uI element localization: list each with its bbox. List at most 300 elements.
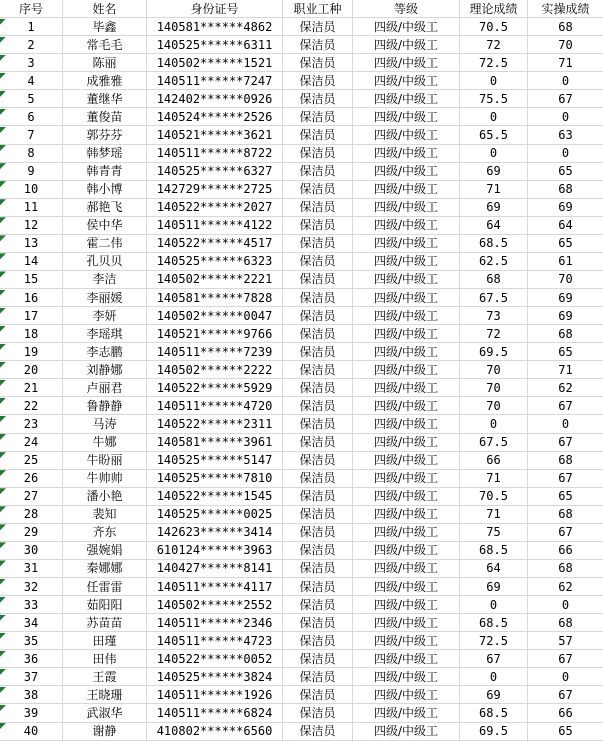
- cell-level[interactable]: 四级/中级工: [353, 253, 460, 271]
- cell-id-number[interactable]: 142729******2725: [147, 181, 283, 199]
- cell-occupation[interactable]: 保洁员: [283, 379, 353, 397]
- cell-theory-score[interactable]: 71: [460, 181, 528, 199]
- cell-level[interactable]: 四级/中级工: [353, 72, 460, 90]
- cell-id-number[interactable]: 140502******2552: [147, 596, 283, 614]
- header-serial-number[interactable]: 序号: [0, 0, 63, 18]
- cell-theory-score[interactable]: 67.5: [460, 434, 528, 452]
- cell-occupation[interactable]: 保洁员: [283, 72, 353, 90]
- cell-occupation[interactable]: 保洁员: [283, 578, 353, 596]
- cell-occupation[interactable]: 保洁员: [283, 596, 353, 614]
- cell-level[interactable]: 四级/中级工: [353, 289, 460, 307]
- cell-level[interactable]: 四级/中级工: [353, 307, 460, 325]
- cell-occupation[interactable]: 保洁员: [283, 560, 353, 578]
- header-level[interactable]: 等级: [353, 0, 460, 18]
- cell-practical-score[interactable]: 71: [528, 361, 603, 379]
- cell-occupation[interactable]: 保洁员: [283, 307, 353, 325]
- cell-level[interactable]: 四级/中级工: [353, 452, 460, 470]
- cell-theory-score[interactable]: 75.5: [460, 90, 528, 108]
- cell-theory-score[interactable]: 0: [460, 596, 528, 614]
- cell-level[interactable]: 四级/中级工: [353, 343, 460, 361]
- cell-theory-score[interactable]: 67.5: [460, 289, 528, 307]
- cell-practical-score[interactable]: 61: [528, 253, 603, 271]
- header-name[interactable]: 姓名: [63, 0, 147, 18]
- cell-occupation[interactable]: 保洁员: [283, 325, 353, 343]
- cell-serial-number[interactable]: 7: [0, 126, 63, 144]
- cell-level[interactable]: 四级/中级工: [353, 54, 460, 72]
- cell-id-number[interactable]: 140525******3824: [147, 668, 283, 686]
- cell-serial-number[interactable]: 23: [0, 415, 63, 433]
- cell-occupation[interactable]: 保洁员: [283, 524, 353, 542]
- cell-serial-number[interactable]: 8: [0, 145, 63, 163]
- cell-serial-number[interactable]: 18: [0, 325, 63, 343]
- table-row: [0, 90, 603, 108]
- cell-practical-score[interactable]: 68: [528, 560, 603, 578]
- cell-occupation[interactable]: 保洁员: [283, 704, 353, 722]
- cell-serial-number[interactable]: 40: [0, 723, 63, 741]
- cell-name[interactable]: 牛娜: [63, 434, 147, 452]
- cell-id-number[interactable]: 142402******0926: [147, 90, 283, 108]
- cell-id-number[interactable]: 140525******7810: [147, 470, 283, 488]
- cell-practical-score[interactable]: 68: [528, 614, 603, 632]
- cell-level[interactable]: 四级/中级工: [353, 578, 460, 596]
- cell-practical-score[interactable]: 71: [528, 54, 603, 72]
- cell-serial-number[interactable]: 15: [0, 271, 63, 289]
- cell-name[interactable]: 牛盼丽: [63, 452, 147, 470]
- cell-id-number[interactable]: 140524******2526: [147, 108, 283, 126]
- cell-id-number[interactable]: 140522******1545: [147, 488, 283, 506]
- cell-id-number[interactable]: 140522******5929: [147, 379, 283, 397]
- cell-theory-score[interactable]: 69: [460, 578, 528, 596]
- cell-name[interactable]: 王晓珊: [63, 686, 147, 704]
- cell-id-number[interactable]: 140511******7247: [147, 72, 283, 90]
- cell-theory-score[interactable]: 70: [460, 379, 528, 397]
- cell-id-number[interactable]: 140511******4117: [147, 578, 283, 596]
- cell-id-number[interactable]: 140581******3961: [147, 434, 283, 452]
- cell-theory-score[interactable]: 66: [460, 452, 528, 470]
- cell-practical-score[interactable]: 67: [528, 650, 603, 668]
- cell-occupation[interactable]: 保洁员: [283, 343, 353, 361]
- cell-id-number[interactable]: 140581******7828: [147, 289, 283, 307]
- cell-theory-score[interactable]: 72: [460, 36, 528, 54]
- cell-practical-score[interactable]: 67: [528, 434, 603, 452]
- header-id-number[interactable]: 身份证号: [147, 0, 283, 18]
- cell-theory-score[interactable]: 68.5: [460, 704, 528, 722]
- cell-theory-score[interactable]: 71: [460, 470, 528, 488]
- cell-id-number[interactable]: 140522******2311: [147, 415, 283, 433]
- cell-name[interactable]: 韩梦瑶: [63, 145, 147, 163]
- cell-serial-number[interactable]: 6: [0, 108, 63, 126]
- cell-level[interactable]: 四级/中级工: [353, 397, 460, 415]
- cell-theory-score[interactable]: 68.5: [460, 614, 528, 632]
- cell-id-number[interactable]: 140581******4862: [147, 18, 283, 36]
- cell-name[interactable]: 牛帅帅: [63, 470, 147, 488]
- cell-level[interactable]: 四级/中级工: [353, 506, 460, 524]
- cell-practical-score[interactable]: 65: [528, 723, 603, 741]
- cell-name[interactable]: 刘静娜: [63, 361, 147, 379]
- cell-serial-number[interactable]: 38: [0, 686, 63, 704]
- cell-practical-score[interactable]: 68: [528, 18, 603, 36]
- cell-theory-score[interactable]: 67: [460, 650, 528, 668]
- cell-practical-score[interactable]: 70: [528, 36, 603, 54]
- cell-id-number[interactable]: 140522******0052: [147, 650, 283, 668]
- cell-name[interactable]: 郝艳飞: [63, 199, 147, 217]
- cell-theory-score[interactable]: 69.5: [460, 343, 528, 361]
- cell-practical-score[interactable]: 67: [528, 524, 603, 542]
- cell-practical-score[interactable]: 57: [528, 632, 603, 650]
- cell-occupation[interactable]: 保洁员: [283, 145, 353, 163]
- cell-practical-score[interactable]: 0: [528, 108, 603, 126]
- cell-theory-score[interactable]: 68: [460, 271, 528, 289]
- cell-occupation[interactable]: 保洁员: [283, 54, 353, 72]
- cell-occupation[interactable]: 保洁员: [283, 434, 353, 452]
- header-practical-score[interactable]: 实操成绩: [528, 0, 603, 18]
- cell-theory-score[interactable]: 73: [460, 307, 528, 325]
- cell-level[interactable]: 四级/中级工: [353, 614, 460, 632]
- cell-occupation[interactable]: 保洁员: [283, 415, 353, 433]
- cell-serial-number[interactable]: 4: [0, 72, 63, 90]
- cell-level[interactable]: 四级/中级工: [353, 126, 460, 144]
- cell-practical-score[interactable]: 67: [528, 686, 603, 704]
- cell-name[interactable]: 韩小博: [63, 181, 147, 199]
- cell-level[interactable]: 四级/中级工: [353, 90, 460, 108]
- cell-id-number[interactable]: 140525******6327: [147, 163, 283, 181]
- cell-name[interactable]: 马涛: [63, 415, 147, 433]
- cell-theory-score[interactable]: 65.5: [460, 126, 528, 144]
- cell-id-number[interactable]: 140502******2221: [147, 271, 283, 289]
- cell-serial-number[interactable]: 2: [0, 36, 63, 54]
- cell-name[interactable]: 田伟: [63, 650, 147, 668]
- cell-theory-score[interactable]: 0: [460, 415, 528, 433]
- cell-serial-number[interactable]: 24: [0, 434, 63, 452]
- cell-level[interactable]: 四级/中级工: [353, 686, 460, 704]
- cell-level[interactable]: 四级/中级工: [353, 542, 460, 560]
- cell-serial-number[interactable]: 26: [0, 470, 63, 488]
- cell-id-number[interactable]: 140521******9766: [147, 325, 283, 343]
- cell-practical-score[interactable]: 66: [528, 704, 603, 722]
- cell-theory-score[interactable]: 69: [460, 199, 528, 217]
- cell-serial-number[interactable]: 32: [0, 578, 63, 596]
- cell-id-number[interactable]: 140511******4122: [147, 217, 283, 235]
- cell-theory-score[interactable]: 69.5: [460, 723, 528, 741]
- cell-serial-number[interactable]: 16: [0, 289, 63, 307]
- table-row: [0, 199, 603, 217]
- cell-theory-score[interactable]: 71: [460, 506, 528, 524]
- cell-practical-score[interactable]: 67: [528, 470, 603, 488]
- cell-name[interactable]: 李妍: [63, 307, 147, 325]
- cell-name[interactable]: 郭芬芬: [63, 126, 147, 144]
- cell-theory-score[interactable]: 72: [460, 325, 528, 343]
- cell-practical-score[interactable]: 0: [528, 72, 603, 90]
- cell-occupation[interactable]: 保洁员: [283, 506, 353, 524]
- cell-name[interactable]: 毕鑫: [63, 18, 147, 36]
- cell-level[interactable]: 四级/中级工: [353, 560, 460, 578]
- cell-serial-number[interactable]: 22: [0, 397, 63, 415]
- cell-serial-number[interactable]: 20: [0, 361, 63, 379]
- cell-practical-score[interactable]: 65: [528, 235, 603, 253]
- cell-name[interactable]: 成雅雅: [63, 72, 147, 90]
- cell-occupation[interactable]: 保洁员: [283, 108, 353, 126]
- cell-id-number[interactable]: 140427******8141: [147, 560, 283, 578]
- cell-id-number[interactable]: 140511******7239: [147, 343, 283, 361]
- cell-id-number[interactable]: 140511******4723: [147, 632, 283, 650]
- cell-name[interactable]: 强婉娟: [63, 542, 147, 560]
- cell-level[interactable]: 四级/中级工: [353, 379, 460, 397]
- cell-theory-score[interactable]: 64: [460, 217, 528, 235]
- cell-name[interactable]: 潘小艳: [63, 488, 147, 506]
- cell-serial-number[interactable]: 36: [0, 650, 63, 668]
- cell-id-number[interactable]: 140511******4720: [147, 397, 283, 415]
- cell-practical-score[interactable]: 62: [528, 379, 603, 397]
- cell-theory-score[interactable]: 62.5: [460, 253, 528, 271]
- cell-level[interactable]: 四级/中级工: [353, 415, 460, 433]
- cell-name[interactable]: 孔贝贝: [63, 253, 147, 271]
- cell-serial-number[interactable]: 3: [0, 54, 63, 72]
- cell-practical-score[interactable]: 64: [528, 217, 603, 235]
- cell-name[interactable]: 任雷雷: [63, 578, 147, 596]
- cell-practical-score[interactable]: 0: [528, 668, 603, 686]
- cell-serial-number[interactable]: 17: [0, 307, 63, 325]
- cell-id-number[interactable]: 140525******0025: [147, 506, 283, 524]
- cell-id-number[interactable]: 140511******6824: [147, 704, 283, 722]
- cell-serial-number[interactable]: 21: [0, 379, 63, 397]
- cell-level[interactable]: 四级/中级工: [353, 524, 460, 542]
- cell-theory-score[interactable]: 68.5: [460, 542, 528, 560]
- cell-practical-score[interactable]: 67: [528, 90, 603, 108]
- cell-theory-score[interactable]: 0: [460, 72, 528, 90]
- cell-name[interactable]: 秦娜娜: [63, 560, 147, 578]
- cell-practical-score[interactable]: 0: [528, 415, 603, 433]
- cell-theory-score[interactable]: 64: [460, 560, 528, 578]
- cell-serial-number[interactable]: 30: [0, 542, 63, 560]
- cell-theory-score[interactable]: 70: [460, 361, 528, 379]
- cell-theory-score[interactable]: 70.5: [460, 488, 528, 506]
- cell-occupation[interactable]: 保洁员: [283, 126, 353, 144]
- cell-level[interactable]: 四级/中级工: [353, 36, 460, 54]
- cell-id-number[interactable]: 140502******1521: [147, 54, 283, 72]
- cell-name[interactable]: 裴知: [63, 506, 147, 524]
- cell-level[interactable]: 四级/中级工: [353, 181, 460, 199]
- cell-level[interactable]: 四级/中级工: [353, 723, 460, 741]
- cell-occupation[interactable]: 保洁员: [283, 632, 353, 650]
- table-row: [0, 289, 603, 307]
- table-row: [0, 596, 603, 614]
- cell-occupation[interactable]: 保洁员: [283, 397, 353, 415]
- cell-id-number[interactable]: 410802******6560: [147, 723, 283, 741]
- cell-practical-score[interactable]: 0: [528, 596, 603, 614]
- cell-name[interactable]: 鲁静静: [63, 397, 147, 415]
- table-row: [0, 668, 603, 686]
- cell-name[interactable]: 苏苗苗: [63, 614, 147, 632]
- cell-practical-score[interactable]: 69: [528, 199, 603, 217]
- cell-serial-number[interactable]: 5: [0, 90, 63, 108]
- cell-id-number[interactable]: 140522******4517: [147, 235, 283, 253]
- cell-id-number[interactable]: 610124******3963: [147, 542, 283, 560]
- cell-level[interactable]: 四级/中级工: [353, 325, 460, 343]
- cell-level[interactable]: 四级/中级工: [353, 163, 460, 181]
- cell-occupation[interactable]: 保洁员: [283, 668, 353, 686]
- cell-theory-score[interactable]: 75: [460, 524, 528, 542]
- cell-level[interactable]: 四级/中级工: [353, 650, 460, 668]
- cell-level[interactable]: 四级/中级工: [353, 108, 460, 126]
- cell-name[interactable]: 董继华: [63, 90, 147, 108]
- cell-name[interactable]: 卢丽君: [63, 379, 147, 397]
- cell-serial-number[interactable]: 33: [0, 596, 63, 614]
- cell-name[interactable]: 李洁: [63, 271, 147, 289]
- cell-practical-score[interactable]: 66: [528, 542, 603, 560]
- cell-serial-number[interactable]: 34: [0, 614, 63, 632]
- cell-serial-number[interactable]: 12: [0, 217, 63, 235]
- cell-practical-score[interactable]: 68: [528, 452, 603, 470]
- cell-serial-number[interactable]: 31: [0, 560, 63, 578]
- cell-level[interactable]: 四级/中级工: [353, 668, 460, 686]
- table-row: [0, 307, 603, 325]
- cell-name[interactable]: 李志鹏: [63, 343, 147, 361]
- cell-serial-number[interactable]: 25: [0, 452, 63, 470]
- cell-level[interactable]: 四级/中级工: [353, 18, 460, 36]
- cell-practical-score[interactable]: 63: [528, 126, 603, 144]
- cell-name[interactable]: 陈丽: [63, 54, 147, 72]
- cell-level[interactable]: 四级/中级工: [353, 632, 460, 650]
- cell-occupation[interactable]: 保洁员: [283, 452, 353, 470]
- cell-level[interactable]: 四级/中级工: [353, 199, 460, 217]
- cell-practical-score[interactable]: 68: [528, 181, 603, 199]
- cell-id-number[interactable]: 140525******6311: [147, 36, 283, 54]
- error-indicator-icon: [0, 452, 6, 458]
- cell-level[interactable]: 四级/中级工: [353, 145, 460, 163]
- cell-id-number[interactable]: 142623******3414: [147, 524, 283, 542]
- cell-serial-number[interactable]: 9: [0, 163, 63, 181]
- cell-occupation[interactable]: 保洁员: [283, 199, 353, 217]
- cell-level[interactable]: 四级/中级工: [353, 361, 460, 379]
- cell-name[interactable]: 韩青青: [63, 163, 147, 181]
- cell-serial-number[interactable]: 28: [0, 506, 63, 524]
- error-indicator-icon: [0, 380, 6, 386]
- cell-name[interactable]: 田瑾: [63, 632, 147, 650]
- cell-id-number[interactable]: 140521******3621: [147, 126, 283, 144]
- cell-occupation[interactable]: 保洁员: [283, 90, 353, 108]
- cell-level[interactable]: 四级/中级工: [353, 488, 460, 506]
- cell-occupation[interactable]: 保洁员: [283, 181, 353, 199]
- cell-occupation[interactable]: 保洁员: [283, 163, 353, 181]
- cell-practical-score[interactable]: 0: [528, 145, 603, 163]
- cell-level[interactable]: 四级/中级工: [353, 217, 460, 235]
- cell-theory-score[interactable]: 0: [460, 668, 528, 686]
- table-row: [0, 217, 603, 235]
- cell-occupation[interactable]: 保洁员: [283, 18, 353, 36]
- cell-occupation[interactable]: 保洁员: [283, 36, 353, 54]
- cell-level[interactable]: 四级/中级工: [353, 235, 460, 253]
- cell-id-number[interactable]: 140502******0047: [147, 307, 283, 325]
- cell-serial-number[interactable]: 35: [0, 632, 63, 650]
- cell-level[interactable]: 四级/中级工: [353, 470, 460, 488]
- cell-practical-score[interactable]: 65: [528, 488, 603, 506]
- cell-name[interactable]: 谢静: [63, 723, 147, 741]
- cell-theory-score[interactable]: 68.5: [460, 235, 528, 253]
- header-occupation[interactable]: 职业工种: [283, 0, 353, 18]
- cell-practical-score[interactable]: 67: [528, 397, 603, 415]
- cell-serial-number[interactable]: 39: [0, 704, 63, 722]
- cell-name[interactable]: 茹阳阳: [63, 596, 147, 614]
- cell-serial-number[interactable]: 10: [0, 181, 63, 199]
- cell-occupation[interactable]: 保洁员: [283, 686, 353, 704]
- cell-practical-score[interactable]: 69: [528, 289, 603, 307]
- cell-id-number[interactable]: 140525******6323: [147, 253, 283, 271]
- cell-serial-number[interactable]: 11: [0, 199, 63, 217]
- cell-level[interactable]: 四级/中级工: [353, 704, 460, 722]
- cell-practical-score[interactable]: 62: [528, 578, 603, 596]
- cell-name[interactable]: 侯中华: [63, 217, 147, 235]
- table-row: [0, 126, 603, 144]
- cell-theory-score[interactable]: 69: [460, 163, 528, 181]
- cell-occupation[interactable]: 保洁员: [283, 542, 353, 560]
- cell-name[interactable]: 董俊苗: [63, 108, 147, 126]
- error-indicator-icon: [0, 579, 6, 585]
- cell-serial-number[interactable]: 1: [0, 18, 63, 36]
- table-row: [0, 488, 603, 506]
- cell-level[interactable]: 四级/中级工: [353, 596, 460, 614]
- cell-occupation[interactable]: 保洁员: [283, 253, 353, 271]
- cell-practical-score[interactable]: 68: [528, 506, 603, 524]
- cell-practical-score[interactable]: 70: [528, 271, 603, 289]
- cell-id-number[interactable]: 140522******2027: [147, 199, 283, 217]
- cell-theory-score[interactable]: 72.5: [460, 54, 528, 72]
- cell-theory-score[interactable]: 0: [460, 108, 528, 126]
- cell-occupation[interactable]: 保洁员: [283, 271, 353, 289]
- cell-occupation[interactable]: 保洁员: [283, 235, 353, 253]
- cell-practical-score[interactable]: 65: [528, 163, 603, 181]
- error-indicator-icon: [0, 55, 6, 61]
- cell-serial-number[interactable]: 13: [0, 235, 63, 253]
- cell-occupation[interactable]: 保洁员: [283, 217, 353, 235]
- cell-name[interactable]: 李瑶琪: [63, 325, 147, 343]
- cell-practical-score[interactable]: 69: [528, 307, 603, 325]
- cell-serial-number[interactable]: 29: [0, 524, 63, 542]
- cell-occupation[interactable]: 保洁员: [283, 650, 353, 668]
- cell-name[interactable]: 王霞: [63, 668, 147, 686]
- cell-occupation[interactable]: 保洁员: [283, 488, 353, 506]
- cell-level[interactable]: 四级/中级工: [353, 434, 460, 452]
- cell-name[interactable]: 李丽媛: [63, 289, 147, 307]
- cell-serial-number[interactable]: 37: [0, 668, 63, 686]
- cell-name[interactable]: 齐东: [63, 524, 147, 542]
- cell-level[interactable]: 四级/中级工: [353, 271, 460, 289]
- cell-practical-score[interactable]: 65: [528, 343, 603, 361]
- cell-id-number[interactable]: 140502******2222: [147, 361, 283, 379]
- cell-practical-score[interactable]: 68: [528, 325, 603, 343]
- header-theory-score[interactable]: 理论成绩: [460, 0, 528, 18]
- cell-id-number[interactable]: 140511******1926: [147, 686, 283, 704]
- cell-id-number[interactable]: 140511******8722: [147, 145, 283, 163]
- cell-theory-score[interactable]: 69: [460, 686, 528, 704]
- cell-id-number[interactable]: 140525******5147: [147, 452, 283, 470]
- cell-occupation[interactable]: 保洁员: [283, 289, 353, 307]
- cell-name[interactable]: 霍二伟: [63, 235, 147, 253]
- cell-name[interactable]: 武淑华: [63, 704, 147, 722]
- cell-theory-score[interactable]: 70.5: [460, 18, 528, 36]
- cell-theory-score[interactable]: 70: [460, 397, 528, 415]
- cell-occupation[interactable]: 保洁员: [283, 470, 353, 488]
- cell-theory-score[interactable]: 0: [460, 145, 528, 163]
- cell-id-number[interactable]: 140511******2346: [147, 614, 283, 632]
- cell-serial-number[interactable]: 14: [0, 253, 63, 271]
- cell-occupation[interactable]: 保洁员: [283, 361, 353, 379]
- cell-serial-number[interactable]: 27: [0, 488, 63, 506]
- cell-theory-score[interactable]: 72.5: [460, 632, 528, 650]
- cell-name[interactable]: 常毛毛: [63, 36, 147, 54]
- cell-occupation[interactable]: 保洁员: [283, 614, 353, 632]
- cell-serial-number[interactable]: 19: [0, 343, 63, 361]
- cell-occupation[interactable]: 保洁员: [283, 723, 353, 741]
